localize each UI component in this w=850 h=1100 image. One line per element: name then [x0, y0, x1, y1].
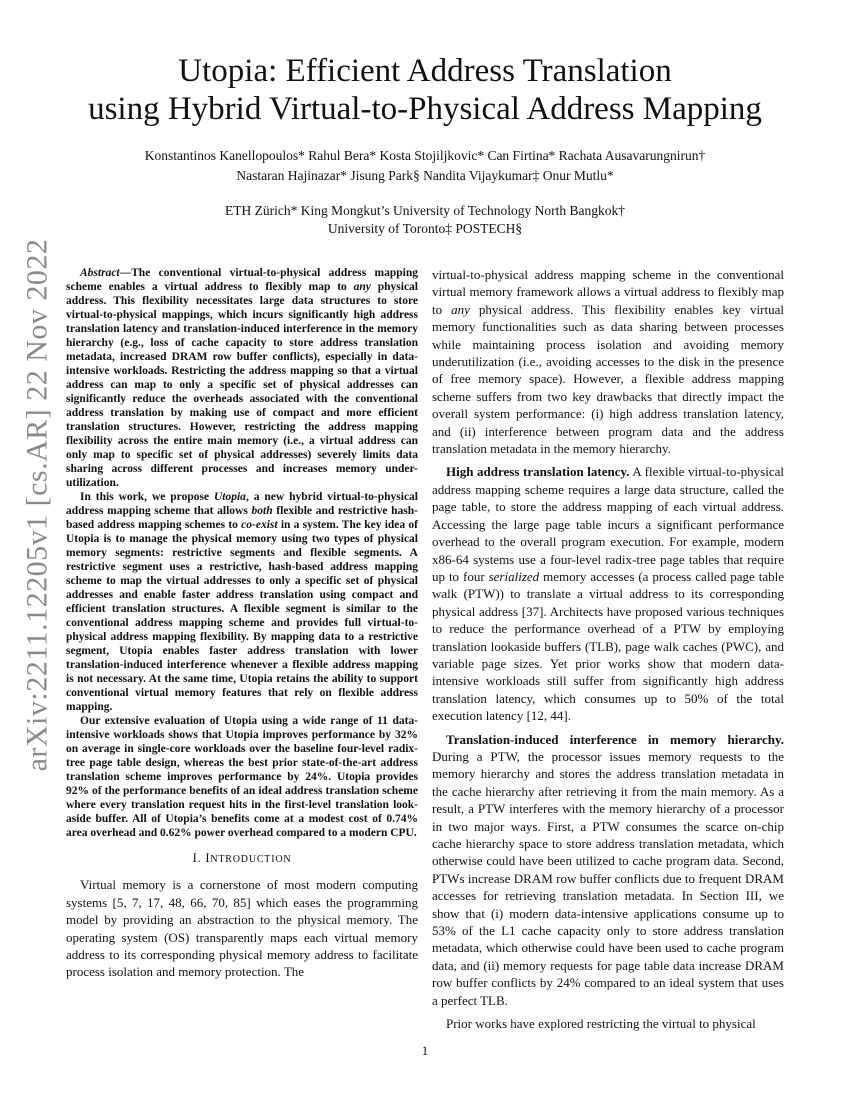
right-paragraph-2 [432, 463, 784, 724]
section-numeral: I. [192, 851, 206, 865]
title-line-1: Utopia: Efficient Address Translation [178, 53, 672, 89]
section-initial: I [205, 851, 211, 865]
abstract-p2-emphasis-both: both [251, 505, 273, 517]
paragraph-heading-latency: High address translation latency. [446, 464, 630, 480]
right-paragraph-3 [432, 731, 784, 1010]
section-title-rest: NTRODUCTION [210, 854, 292, 865]
section-heading-introduction [66, 850, 418, 868]
abstract-p1-text-b: physical address. This flexibility necessitates large data structures to store virtual-to-physical mappings, which incurs significantly high address translation latency and translation-induced interference in the memory hierarchy (e.g., loss of cache capacity to store address translation metadata, increased DRAM row buffer conflicts), especially in data-intensive workloads. Restricting the address mapping so that a virtual address can map to only a specific set of physical addresses can significantly reduce the overheads associated with the conventional address translation by making use of compact and more efficient translation structures. However, restricting the address mapping flexibility across the entire main memory (i.e., a virtual address can only map to specific set of physical addresses) severely limits data sharing across different processes and increases memory under-utilization. [66, 281, 418, 489]
right-p1-emphasis: any [451, 301, 470, 317]
abstract-p2-text-c: flexible and restrictive hash-based address mapping schemes to [66, 505, 419, 531]
abstract-label: Abstract [80, 267, 120, 279]
abstract-paragraph-3: Our extensive evaluation of Utopia using a wide range of 11 data-intensive workloads shows that Utopia improves performance by 32% on average in single-core workloads over the baseline four-level radix-tree page table design, whereas the best prior state-of-the-art address translation scheme improves performance by 24%. Utopia provides 92% of the performance benefits of an ideal address translation scheme where every translation request hits in the first-level translation look-aside buffer. All of Utopia’s benefits come at a modest cost of 0.74% area overhead and 0.62% power overhead compared to a modern CPU. [66, 715, 418, 839]
right-p2-text-b: memory accesses (a process called page table walk (PTW)) to translate a virtual address to its corresponding physical address [37]. Architects have proposed various techniques to reduce the performance overhead of a PTW by employing translation lookaside buffers (TLB), page walk caches (PWC), and variable page sizes. Yet prior works show that modern data-intensive workloads still suffer from significantly high address translation latency, which consumes up to 50% of the total execution latency [12, 44]. [432, 568, 784, 724]
abstract [66, 266, 418, 840]
abstract-p2-emphasis-utopia: Utopia [213, 491, 246, 503]
abstract-p2-text-a: In this work, we propose [80, 491, 214, 503]
abstract-p2-emphasis-coexist: co-exist [241, 519, 278, 531]
page-number: 1 [421, 1043, 429, 1058]
affiliation-line-1: ETH Zürich* King Mongkut’s University of Technology North Bangkok† [224, 203, 625, 218]
affiliations [60, 202, 790, 238]
arxiv-identifier-stamp [10, 238, 64, 772]
intro-paragraph-1: Virtual memory is a cornerstone of most modern computing systems [5, 7, 17, 48, 66, 70, 85] which eases the programming model by providing an abstraction to the physical memory. The operating system (OS) transparently maps each virtual memory address to its corresponding physical memory address to facilitate process isolation and memory protection. The [66, 877, 418, 980]
abstract-p1-text-a: —The conventional virtual-to-physical address mapping scheme enables a virtual address to flexibly map to [66, 267, 418, 293]
right-column [432, 266, 784, 1032]
right-p2-emphasis: serialized [488, 568, 540, 584]
right-p2-text-a: A flexible virtual-to-physical address mapping scheme requires a large data structure, called the page table, to store the address mapping of each virtual address. Accessing the large page table incurs a significant performance overhead to the overall program execution. For example, modern x86-64 systems use a four-level radix-tree page tables that require up to four [432, 464, 784, 584]
right-p1-text-a: virtual-to-physical address mapping scheme in the conventional virtual memory framework allows a virtual address to flexibly map to [432, 267, 784, 317]
right-paragraph-1 [432, 266, 784, 457]
author-list [60, 146, 790, 186]
title-line-2: using Hybrid Virtual-to-Physical Address Mapping [88, 91, 762, 127]
right-p1-text-b: physical address. This flexibility enables key virtual memory functionalities such as data sharing between processes while maintaining process isolation and avoiding memory underutilization (i.e., avoiding accesses to the disk in the presence of free memory space). However, a flexible address mapping scheme suffers from two key drawbacks that directly impact the overall system performance: (i) high address translation latency, and (ii) interference between program data and the address translation metadata in the memory hierarchy. [432, 301, 784, 457]
right-paragraph-4: Prior works have explored restricting the virtual to physical [446, 1016, 756, 1032]
abstract-p1-emphasis: any [353, 281, 371, 293]
paper-title [60, 52, 790, 128]
authors-line-2: Nastaran Hajinazar* Jisung Park§ Nandita Vijaykumar‡ Onur Mutlu* [236, 168, 614, 183]
right-p3-text: During a PTW, the processor issues memory requests to the memory hierarchy and stores the address translation metadata in the cache hierarchy after retrieving it from the main memory. As a result, a PTW interferes with the memory hierarchy of a processor in two major ways. First, a PTW consumes the scarce on-chip cache hierarchy space to store address translation metadata, which otherwise could have been utilized to cache program data. Second, PTWs increase DRAM row buffer conflicts due to frequent DRAM accesses for retrieving translation metadata. In Section III, we show that (i) modern data-intensive applications consume up to 53% of the L1 cache capacity only to store address translation metadata, which otherwise could have been used to cache program data, and (ii) memory requests for page table data increase DRAM row buffer conflicts by 24% compared to an ideal system that uses a perfect TLB. [432, 748, 784, 1008]
abstract-p2-text-d: in a system. The key idea of Utopia is to manage the physical memory using two types of physical memory segments: restrictive segments and flexible segments. A restrictive segment uses a restrictive, hash-based address mapping scheme to map the virtual addresses to only a specific set of physical addresses and enable faster address translation using compact and efficient translation structures. A flexible segment is similar to the conventional address mapping scheme and provides full virtual-to-physical address mapping flexibility. By mapping data to a restrictive segment, Utopia enables faster address translation with lower translation-induced interference whenever a flexible address mapping is not necessary. At the same time, Utopia retains the ability to support conventional virtual memory features that rely on flexible address mapping. [66, 519, 418, 713]
authors-line-1: Konstantinos Kanellopoulos* Rahul Bera* Kosta Stojiljkovic* Can Firtina* Rachata Ausavarungnirun† [144, 148, 706, 163]
abstract-paragraph-1 [66, 266, 418, 490]
arxiv-identifier-text: arXiv:2211.12205v1 [cs.AR] 22 Nov 2022 [20, 238, 53, 772]
affiliation-line-2: University of Toronto‡ POSTECH§ [327, 221, 523, 236]
abstract-p2-text-b: , a new hybrid virtual-to-physical address mapping scheme that allows [66, 491, 419, 517]
paragraph-heading-interference: Translation-induced interference in memory hierarchy. [446, 731, 784, 747]
left-column [66, 266, 418, 981]
abstract-paragraph-2 [66, 490, 418, 714]
